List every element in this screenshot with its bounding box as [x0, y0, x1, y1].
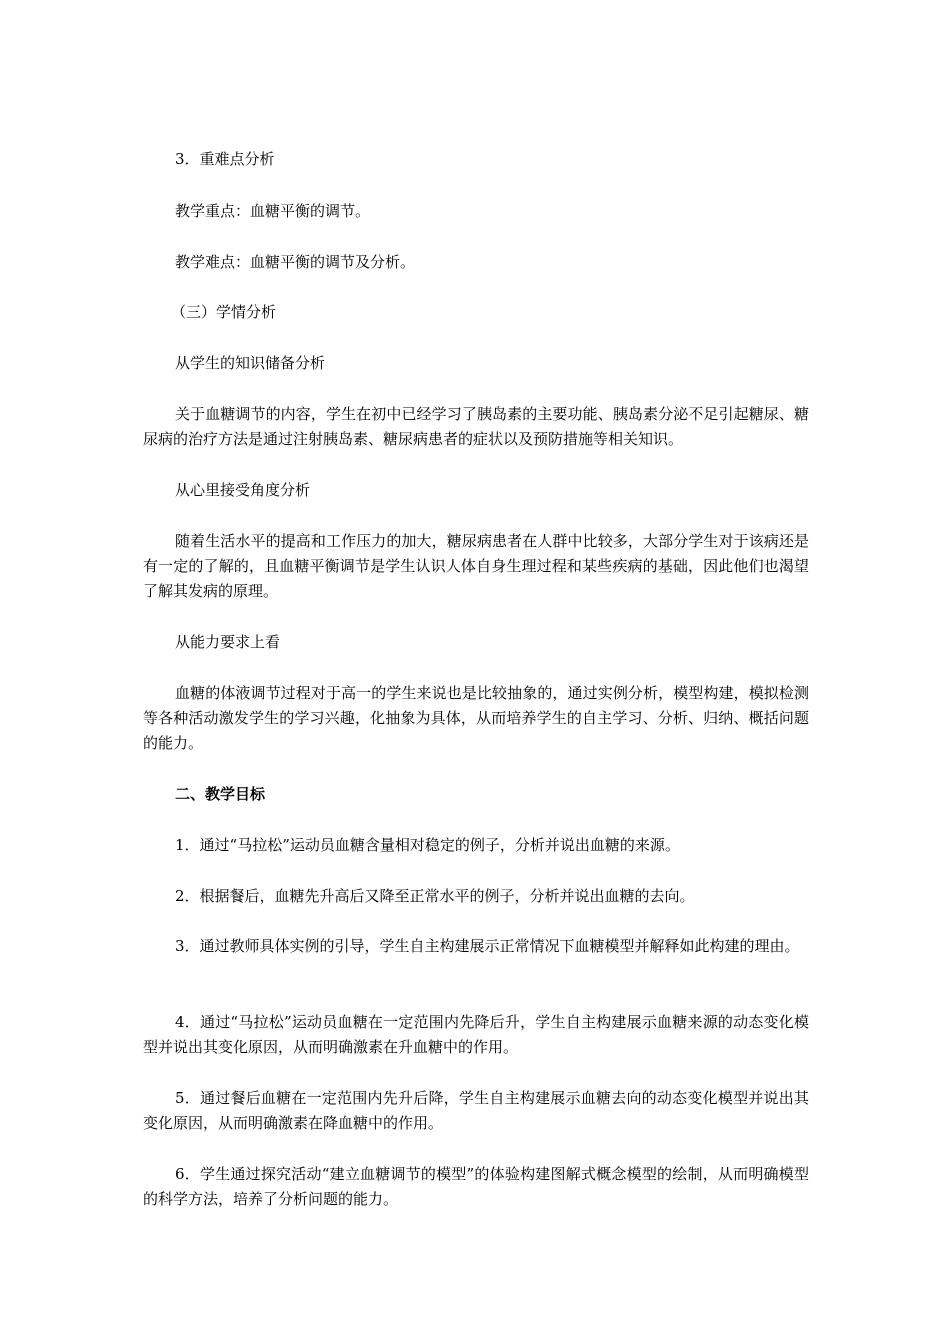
goal-item-5: 5．通过餐后血糖在一定范围内先升后降，学生自主构建展示血糖去向的动态变化模型并说出其变化原因，从而明确激素在降血糖中的作用。 — [143, 1089, 809, 1132]
goal-item-3: 3．通过教师具体实例的引导，学生自主构建展示正常情况下血糖模型并解释如此构建的理由。 — [175, 937, 800, 955]
knowledge-reserve-title: 从学生的知识储备分析 — [175, 354, 326, 372]
knowledge-reserve-body: 关于血糖调节的内容，学生在初中已经学习了胰岛素的主要功能、胰岛素分泌不足引起糖尿、糖尿病的治疗方法是通过注射胰岛素、糖尿病患者的症状以及预防措施等相关知识。 — [143, 405, 809, 448]
ability-body: 血糖的体液调节过程对于高一的学生来说也是比较抽象的，通过实例分析，模型构建，模拟检测等各种活动激发学生的学习兴趣，化抽象为具体，从而培养学生的自主学习、分析、归纳、概括问题的能力。 — [143, 684, 809, 752]
teaching-goals-heading: 二、教学目标 — [175, 785, 266, 803]
learner-analysis-heading: （三）学情分析 — [171, 303, 277, 321]
psychology-title: 从心里接受角度分析 — [175, 481, 311, 499]
teaching-focus: 教学重点：血糖平衡的调节。 — [175, 202, 371, 220]
teaching-difficulty: 教学难点：血糖平衡的调节及分析。 — [175, 253, 416, 271]
goal-item-1: 1．通过“马拉松”运动员血糖含量相对稳定的例子，分析并说出血糖的来源。 — [175, 836, 680, 854]
key-points-heading: 3．重难点分析 — [175, 150, 275, 168]
psychology-body: 随着生活水平的提高和工作压力的加大，糖尿病患者在人群中比较多，大部分学生对于该病还是有一定的了解的，且血糖平衡调节是学生认识人体自身生理过程和某些疾病的基础，因此他们也渴望了解其发病的原理。 — [143, 532, 809, 600]
goal-item-6: 6．学生通过探究活动“建立血糖调节的模型”的体验构建图解式概念模型的绘制，从而明确模型的科学方法，培养了分析问题的能力。 — [143, 1165, 809, 1208]
ability-title: 从能力要求上看 — [175, 633, 281, 651]
goal-item-4: 4．通过“马拉松”运动员血糖在一定范围内先降后升，学生自主构建展示血糖来源的动态变化模型并说出其变化原因，从而明确激素在升血糖中的作用。 — [143, 1013, 809, 1056]
goal-item-2: 2．根据餐后，血糖先升高后又降至正常水平的例子，分析并说出血糖的去向。 — [175, 887, 695, 905]
